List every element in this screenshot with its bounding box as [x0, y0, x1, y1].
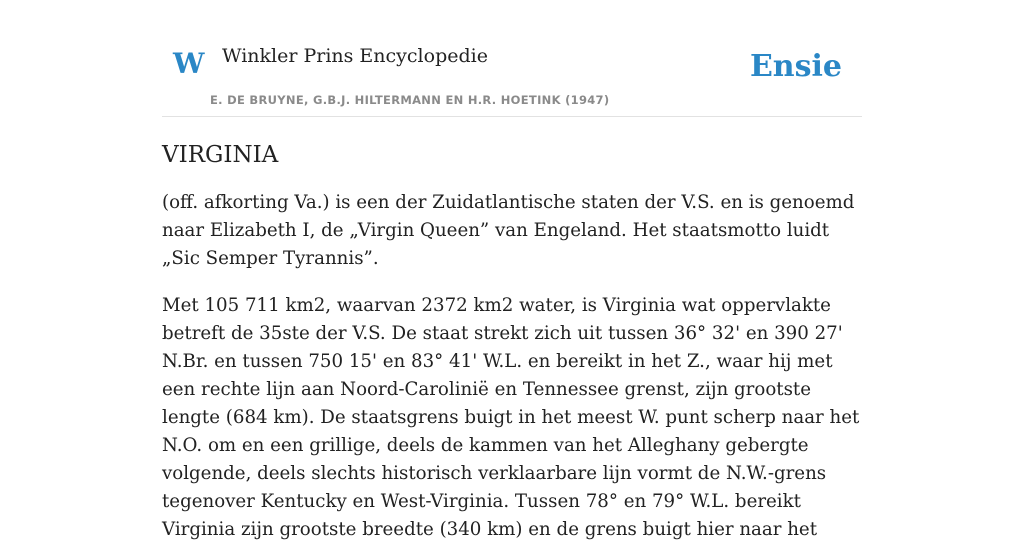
page	[162, 0, 862, 544]
book-title[interactable]: Winkler Prins Encyclopedie	[222, 45, 488, 67]
article-paragraph: (off. afkorting Va.) is een der Zuidatlantische staten der V.S. en is genoemd naar Elizabeth I, de „Virgin Queen” van Engeland. Het staatsmotto luidt „Sic Semper Tyrannis”.	[162, 191, 855, 269]
entry-title: VIRGINIA	[162, 142, 279, 168]
header	[162, 0, 862, 117]
authors: E. DE BRUYNE, G.B.J. HILTERMANN EN H.R. HOETINK (1947)	[210, 93, 610, 107]
logo-w-icon[interactable]: W	[173, 47, 205, 80]
ensie-logo[interactable]: Ensie	[749, 49, 842, 84]
article	[162, 117, 862, 544]
article-paragraph: Met 105 711 km2, waarvan 2372 km2 water, is Virginia wat oppervlakte betreft de 35ste der V.S. De staat strekt zich uit tussen 36° 32' en 390 27' N.Br. en tussen 750 15' en 83° 41' W.L. en bereikt in het Z., waar hij met een rechte lijn aan Noord-Carolinië en Tennessee grenst, zijn grootste lengte (684 km). De staatsgrens buigt in het meest W. punt scherp naar het N.O. om en een grillige, deels de kammen van het Alleghany gebergte volgende, deels slechts historisch verklaarbare lijn vormt de N.W.-grens tegenover Kentucky en West-Virginia. Tussen 78° en 79° W.L. bereikt Virginia zijn grootste breedte (340 km) en de grens buigt hier naar het	[162, 294, 860, 540]
